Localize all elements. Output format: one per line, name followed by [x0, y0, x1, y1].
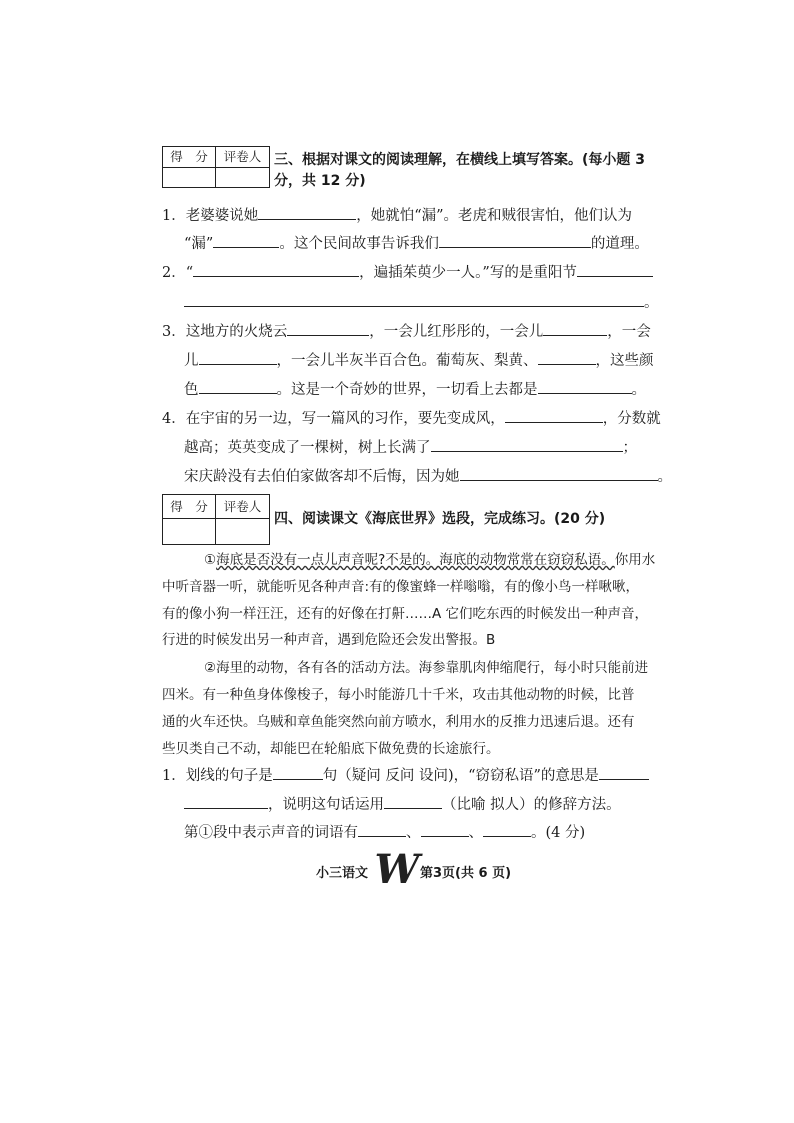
answer-blank[interactable] — [287, 321, 369, 336]
passage-p1-line1: ①海底是否没有一点儿声音呢?不是的。海底的动物常常在窃窃私语。你用水 — [204, 552, 656, 568]
passage-p2-line3: 通的火车还快。乌贼和章鱼能突然向前方喷水，利用水的反推力迅速后退。还有 — [162, 714, 635, 730]
answer-blank[interactable] — [577, 262, 653, 277]
question-4-line2: 越高；英英变成了一棵树，树上长满了 ； — [184, 437, 637, 458]
answer-blank[interactable] — [460, 466, 658, 481]
grader-label: 评卷人 — [216, 495, 270, 519]
grader-cell — [216, 168, 270, 188]
passage-p2-line1: ②海里的动物，各有各的活动方法。海参靠肌肉伸缩爬行，每小时只能前进 — [204, 660, 649, 676]
score-label: 得 分 — [163, 495, 216, 519]
score-box-section4 — [162, 494, 270, 545]
grader-label: 评卷人 — [216, 147, 270, 168]
answer-blank[interactable] — [184, 292, 644, 307]
passage-p1-line3: 有的像小狗一样汪汪，还有的好像在打鼾……A 它们吃东西的时候发出一种声音， — [162, 606, 649, 622]
score-label: 得 分 — [163, 147, 216, 168]
answer-blank[interactable] — [505, 408, 603, 423]
question-number: 2． — [162, 265, 186, 281]
question-number: 1． — [162, 208, 186, 224]
answer-blank[interactable] — [538, 379, 632, 394]
answer-blank[interactable] — [439, 233, 591, 248]
answer-blank[interactable] — [199, 379, 277, 394]
footer-page-count: 第3页(共 6 页) — [420, 866, 512, 881]
passage-p1-line4: 行进的时候发出另一种声音，遇到危险还会发出警报。B — [162, 632, 496, 648]
answer-blank[interactable] — [213, 233, 279, 248]
section3-title-line1: 三、根据对课文的阅读理解，在横线上填写答案。(每小题 3 — [274, 152, 646, 168]
question-1-line2: “漏” 。这个民间故事告诉我们 的道理。 — [184, 233, 649, 254]
question-4-line3: 宋庆龄没有去伯伯家做客却不后悔，因为她 。 — [184, 466, 672, 487]
answer-blank[interactable] — [193, 262, 359, 277]
answer-blank[interactable] — [421, 822, 469, 837]
score-box-section3 — [162, 146, 270, 188]
watermark-logo: W — [374, 846, 420, 893]
question-1-line1: 1．老婆婆说她 ，她就怕“漏”。老虎和贼很害怕，他们认为 — [162, 205, 632, 226]
underlined-sentence: 海底是否没有一点儿声音呢?不是的。海底的动物常常在窃窃私语。 — [216, 552, 615, 568]
answer-blank[interactable] — [358, 822, 406, 837]
question-2-line1: 2．“ ，遍插茱萸少一人。”写的是重阳节 — [162, 262, 653, 283]
question-3-line1: 3．这地方的火烧云 ，一会儿红彤彤的，一会儿 ，一会 — [162, 321, 651, 342]
answer-blank[interactable] — [384, 794, 442, 809]
passage-p1-line2: 中听音器一听，就能听见各种声音:有的像蜜蜂一样嗡嗡，有的像小鸟一样啾啾， — [162, 579, 640, 595]
score-cell — [163, 519, 216, 545]
answer-blank[interactable] — [199, 350, 277, 365]
sec4-question-1-line1: 1．划线的句子是 句（疑问 反问 设问)，“窃窃私语”的意思是 — [162, 765, 649, 786]
footer-subject: 小三语文 — [316, 866, 369, 881]
answer-blank[interactable] — [273, 765, 323, 780]
question-2-line2: 。 — [184, 292, 659, 313]
answer-blank[interactable] — [599, 765, 649, 780]
answer-blank[interactable] — [538, 350, 596, 365]
section3-title-line2: 分，共 12 分) — [274, 173, 366, 189]
question-3-line2: 儿 ，一会儿半灰半百合色。葡萄灰、梨黄、 ，这些颜 — [184, 350, 654, 371]
answer-blank[interactable] — [483, 822, 531, 837]
score-cell — [163, 168, 216, 188]
sec4-question-1-line2: ，说明这句话运用 （比喻 拟人）的修辞方法。 — [184, 794, 621, 815]
section4-title: 四、阅读课文《海底世界》选段，完成练习。(20 分) — [274, 511, 606, 527]
passage-p2-line4: 些贝类自己不动，却能巴在轮船底下做免费的长途旅行。 — [162, 741, 500, 757]
answer-blank[interactable] — [431, 437, 623, 452]
sec4-question-1-line3: 第①段中表示声音的词语有 、 、 。(4 分) — [184, 822, 585, 843]
question-number: 3． — [162, 324, 186, 340]
answer-blank[interactable] — [184, 794, 268, 809]
grader-cell — [216, 519, 270, 545]
answer-blank[interactable] — [258, 205, 356, 220]
question-4-line1: 4．在宇宙的另一边，写一篇风的习作，要先变成风， ，分数就 — [162, 408, 661, 429]
page-footer — [316, 846, 512, 893]
passage-p2-line2: 四米。有一种鱼身体像梭子，每小时能游几十千米，攻击其他动物的时候，比普 — [162, 687, 635, 703]
question-number: 4． — [162, 411, 186, 427]
answer-blank[interactable] — [543, 321, 607, 336]
question-3-line3: 色 。这是一个奇妙的世界，一切看上去都是 。 — [184, 379, 646, 400]
question-number: 1． — [162, 768, 186, 784]
